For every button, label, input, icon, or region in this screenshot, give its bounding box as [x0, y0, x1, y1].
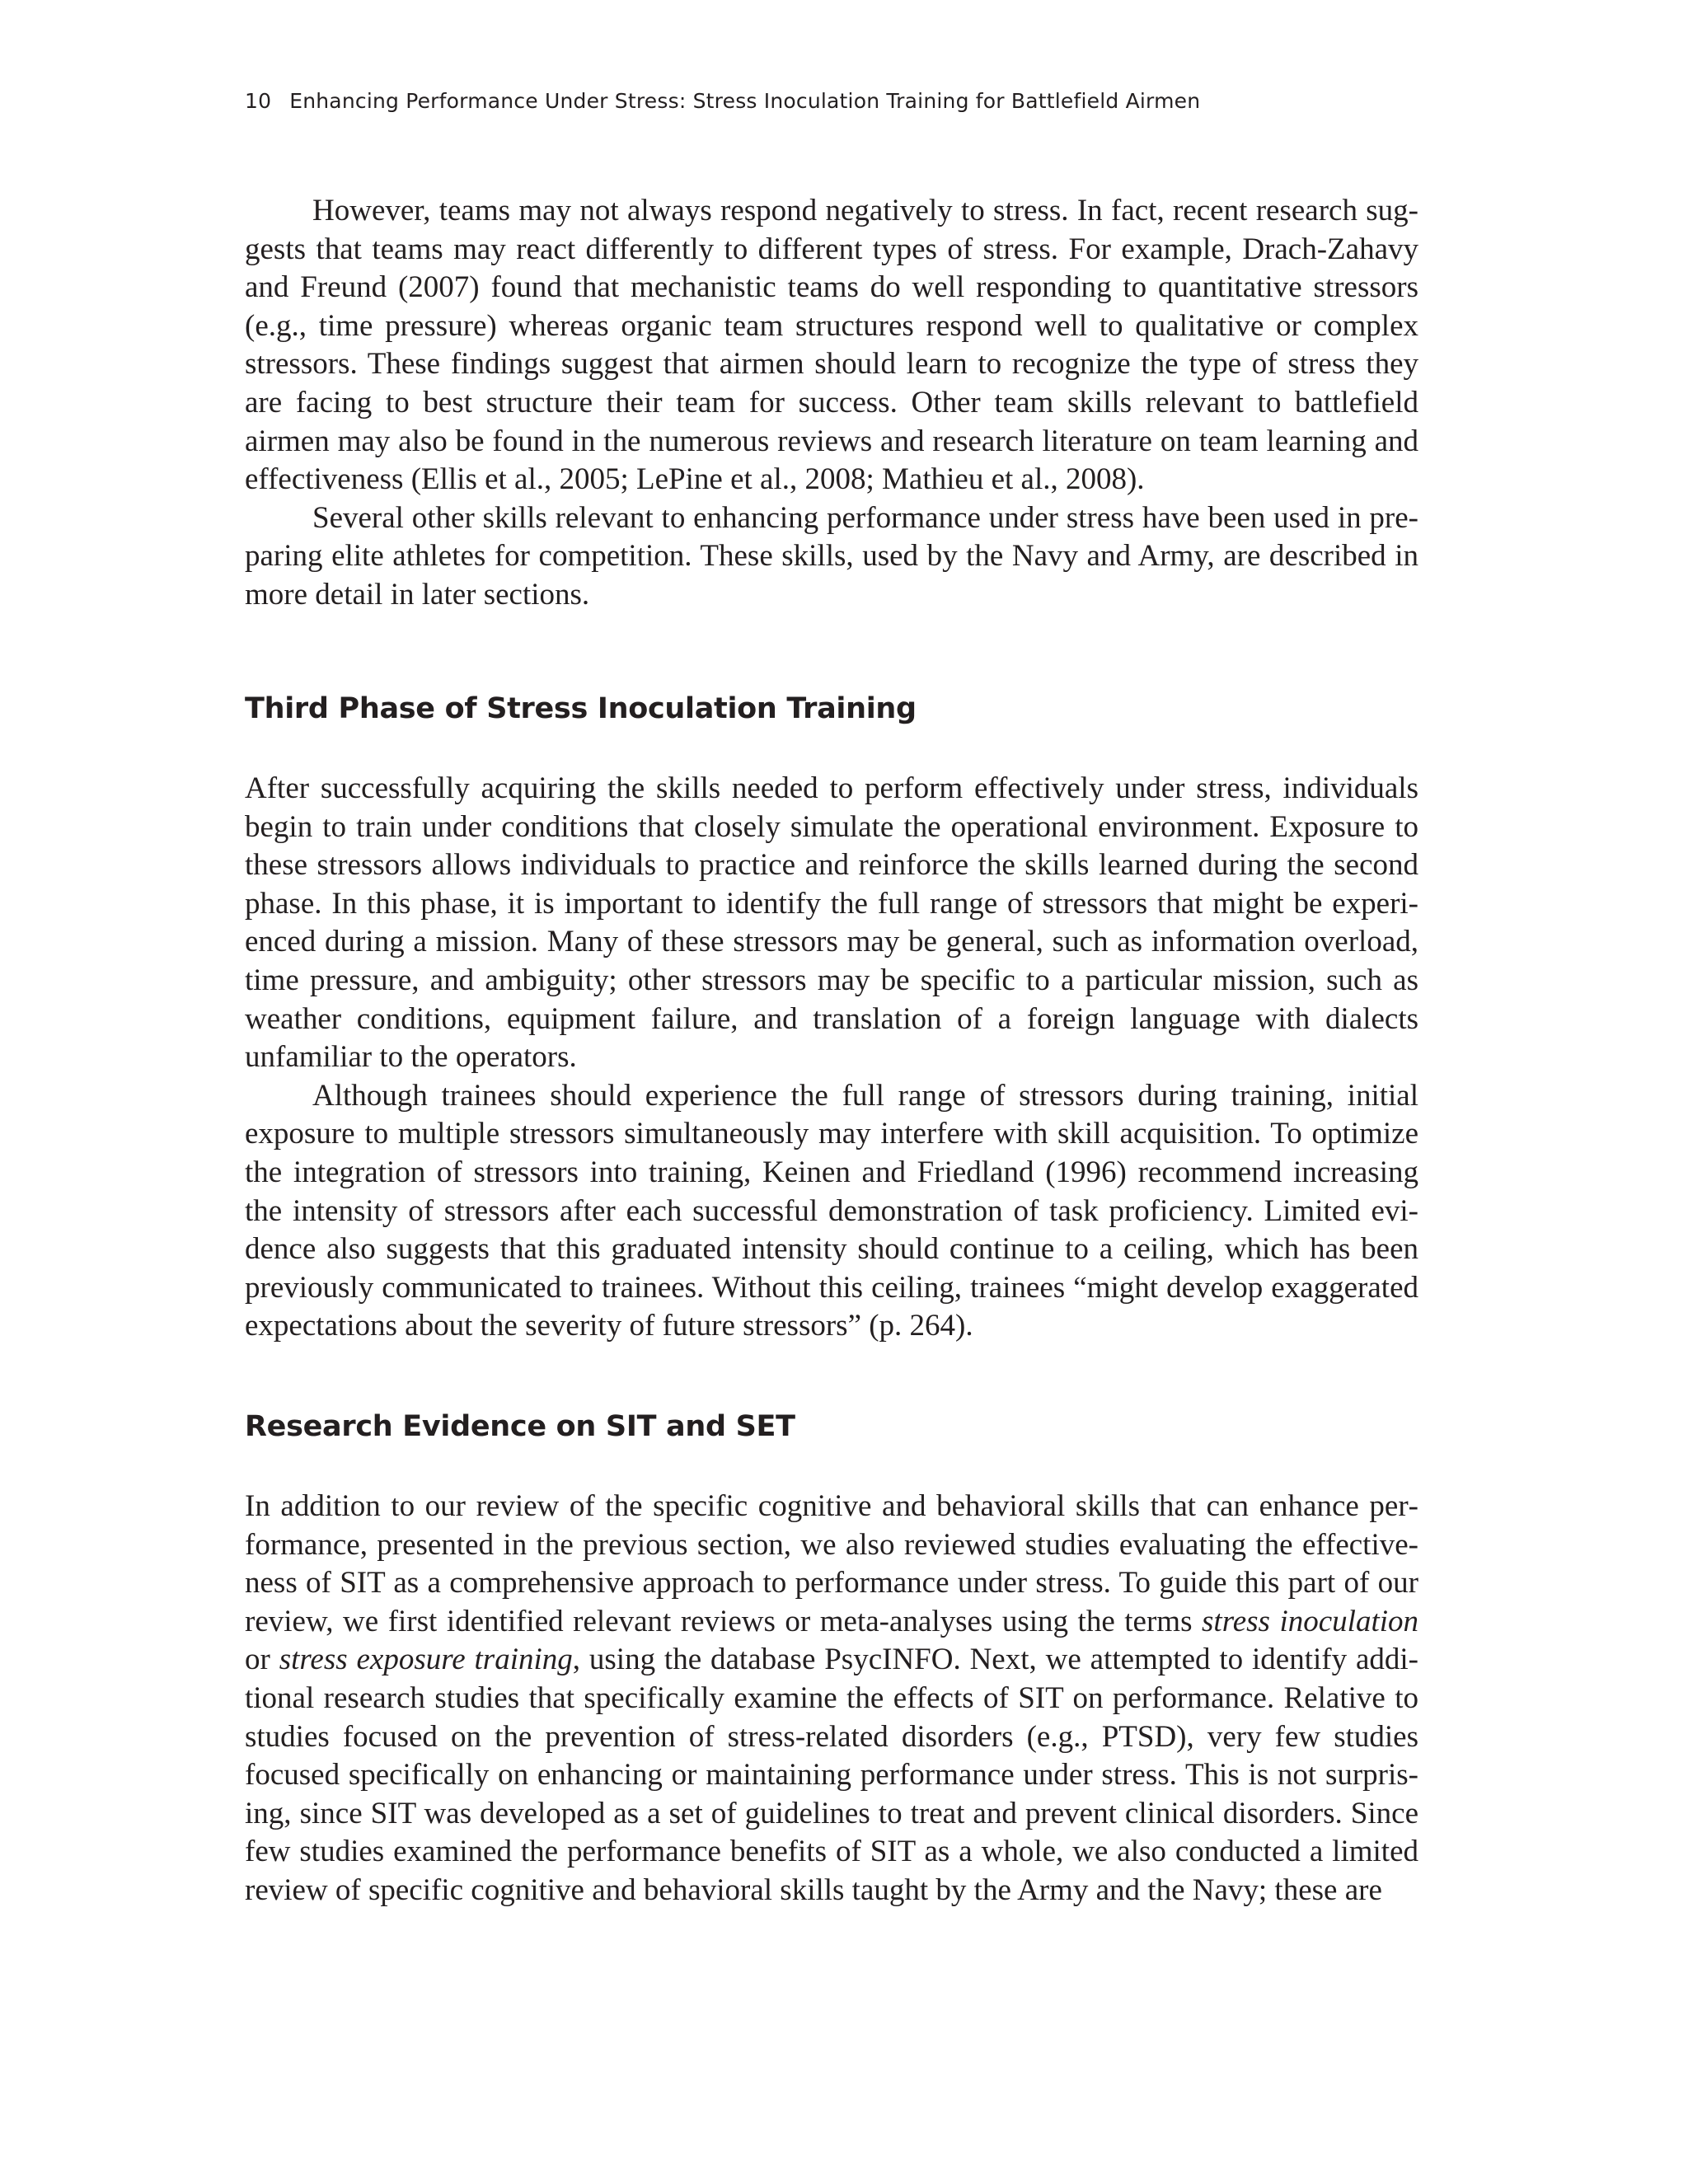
paragraph-team-stress: However, teams may not always respond negatively to stress. In fact, recent research suggests that teams may react differently to different types of stress. For example, Drach-Zahavy and Freund (2007) found that mechanistic teams do well responding to quantitative stressors (e.g., time pressure) whereas organic team structures respond well to qualitative or complex stressors. These findings suggest that airmen should learn to recognize the type of stress they are facing to best structure their team for success. Other team skills relevant to battlefield airmen may also be found in the numerous reviews and research literature on team learning and effectiveness (Ellis et al., 2005; LePine et al., 2008; Mathieu et al., 2008).	[245, 194, 1418, 497]
paragraph-third-phase-intro: After successfully acquiring the skills needed to perform effectively under stress, individuals begin to train under conditions that closely simulate the operational environment. Exposure to these stressors allows individuals to practice and reinforce the skills learned during the second phase. In this phase, it is important to identify the full range of stressors that might be experienced during a mission. Many of these stressors may be general, such as information overload, time pressure, and ambiguity; other stressors may be specific to a particular mission, such as weather conditions, equipment failure, and translation of a foreign language with dialects unfamiliar to the operators.	[245, 771, 1418, 1075]
text-segment: or	[245, 1643, 279, 1677]
paragraph-graduated-intensity: Although trainees should experience the full range of stressors during training, initial exposure to multiple stressors simultaneously may interfere with skill acquisition. To optimize the integration of stressors into training, Keinen and Friedland (1996) recommend increasing the intensity of stressors after each successful demonstration of task proficiency. Limited evidence also suggests that this graduated intensity should continue to a ceiling, which has been previously communicated to trainees. Without this ceiling, trainees “might develop exaggerated expectations about the severity of future stressors” (p. 264).	[245, 1078, 1418, 1343]
text-segment: , using the database PsycINFO. Next, we attempted to identify additional research studies that specifically examine the effects of SIT on performance. Relative to studies focused on the prevention of stress-related disorders (e.g., PTSD), very few studies focused specifically on enhancing or maintaining performance under stress. This is not surprising, since SIT was developed as a set of guidelines to treat and prevent clinical disorders. Since few studies examined the performance benefits of SIT as a whole, we also conducted a limited review of specific cognitive and behavioral skills taught by the Army and the Navy; these are	[245, 1643, 1418, 1907]
paragraph-other-skills: Several other skills relevant to enhancing performance under stress have been used in preparing elite athletes for competition. These skills, used by the Navy and Army, are described in more detail in later sections.	[245, 500, 1418, 612]
text-segment: In addition to our review of the specific cognitive and behavioral skills that can enhance performance, presented in the previous section, we also reviewed studies evaluating the effectiveness of SIT as a comprehensive approach to performance under stress. To guide this part of our review, we first identified relevant reviews or meta-analyses using the terms	[245, 1489, 1418, 1638]
italic-term-stress-inoculation: stress inoculation	[1202, 1604, 1419, 1638]
running-title: Enhancing Performance Under Stress: Stress Inoculation Training for Battlefield Airmen	[289, 89, 1201, 113]
page-number: 10	[245, 89, 272, 113]
section-heading-third-phase: Third Phase of Stress Inoculation Training	[245, 692, 917, 725]
running-header	[245, 89, 1200, 113]
third-phase-section	[245, 770, 1418, 1346]
section-heading-research-evidence: Research Evidence on SIT and SET	[245, 1410, 795, 1443]
research-evidence-section	[245, 1488, 1418, 1910]
italic-term-stress-exposure-training: stress exposure training	[279, 1643, 573, 1677]
intro-paragraphs	[245, 192, 1418, 615]
paragraph-research-review	[245, 1488, 1418, 1910]
